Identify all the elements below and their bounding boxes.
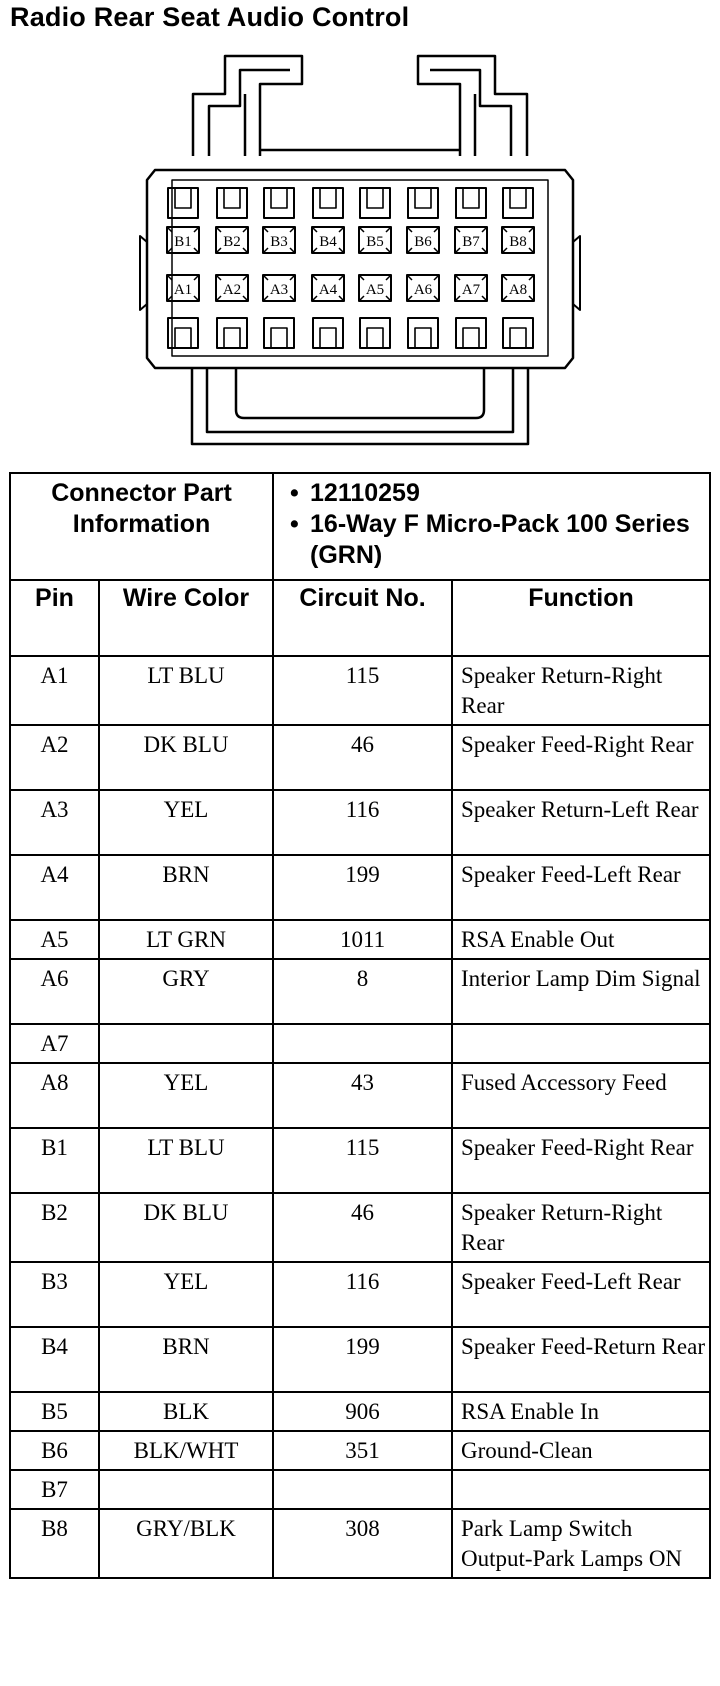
wire-color-cell: YEL bbox=[99, 1063, 273, 1128]
terminal-b bbox=[312, 227, 344, 253]
function-cell bbox=[452, 1470, 710, 1509]
circuit-cell: 116 bbox=[273, 790, 452, 855]
function-cell: RSA Enable In bbox=[452, 1392, 710, 1431]
terminal-label: B5 bbox=[366, 234, 384, 250]
terminal-label: B7 bbox=[462, 234, 480, 250]
terminal-a bbox=[263, 275, 295, 301]
cavity-bottom bbox=[503, 318, 533, 348]
table-row bbox=[10, 1392, 710, 1431]
wire-color-cell: LT BLU bbox=[99, 656, 273, 725]
pin-cell: B5 bbox=[10, 1392, 99, 1431]
terminal-label: A5 bbox=[365, 282, 385, 298]
circuit-cell bbox=[273, 1024, 452, 1063]
terminal-label: B8 bbox=[509, 234, 527, 250]
terminal-label: A4 bbox=[318, 282, 338, 298]
table-row bbox=[10, 656, 710, 725]
wire-color-cell: BRN bbox=[99, 855, 273, 920]
terminal-b bbox=[502, 227, 534, 253]
terminal-a bbox=[407, 275, 439, 301]
function-cell: Speaker Feed-Left Rear bbox=[452, 1262, 710, 1327]
circuit-cell: 351 bbox=[273, 1431, 452, 1470]
pin-cell: B7 bbox=[10, 1470, 99, 1509]
wire-color-cell: YEL bbox=[99, 790, 273, 855]
circuit-cell: 1011 bbox=[273, 920, 452, 959]
connector-latch-right bbox=[418, 56, 527, 156]
circuit-cell: 308 bbox=[273, 1509, 452, 1578]
pin-cell: B1 bbox=[10, 1128, 99, 1193]
connector-face-diagram bbox=[0, 0, 720, 460]
terminal-label: A1 bbox=[173, 282, 193, 298]
terminal-b bbox=[455, 227, 487, 253]
function-cell: Ground-Clean bbox=[452, 1431, 710, 1470]
table-row bbox=[10, 1431, 710, 1470]
circuit-cell: 906 bbox=[273, 1392, 452, 1431]
function-cell: Speaker Return-Left Rear bbox=[452, 790, 710, 855]
wire-color-cell: GRY bbox=[99, 959, 273, 1024]
wire-color-cell: DK BLU bbox=[99, 1193, 273, 1262]
table-row bbox=[10, 1262, 710, 1327]
function-cell: Park Lamp Switch Output-Park Lamps ON bbox=[452, 1509, 710, 1578]
function-cell: Interior Lamp Dim Signal bbox=[452, 959, 710, 1024]
connector-type: 16-Way F Micro-Pack 100 Series (GRN) bbox=[310, 510, 690, 569]
pin-cell: B8 bbox=[10, 1509, 99, 1578]
cavity-bottom bbox=[456, 318, 486, 348]
terminal-label: A2 bbox=[222, 282, 242, 298]
function-cell: Speaker Return-Right Rear bbox=[452, 656, 710, 725]
table-row bbox=[10, 1509, 710, 1578]
table-row bbox=[10, 1327, 710, 1392]
table-row bbox=[10, 1470, 710, 1509]
cavity-bottom bbox=[313, 318, 343, 348]
wire-color-cell: YEL bbox=[99, 1262, 273, 1327]
pin-cell: A8 bbox=[10, 1063, 99, 1128]
function-cell: Speaker Feed-Left Rear bbox=[452, 855, 710, 920]
circuit-cell: 46 bbox=[273, 725, 452, 790]
cavity-top bbox=[360, 188, 390, 218]
connector-info-item: • 16-Way F Micro-Pack 100 Series (GRN) bbox=[290, 510, 690, 569]
cavity-top bbox=[456, 188, 486, 218]
pin-cell: A5 bbox=[10, 920, 99, 959]
terminal-label: B2 bbox=[223, 234, 241, 250]
pin-cell: B4 bbox=[10, 1327, 99, 1392]
terminal-b bbox=[359, 227, 391, 253]
circuit-cell: 115 bbox=[273, 656, 452, 725]
terminal-a bbox=[455, 275, 487, 301]
terminal-label: B1 bbox=[174, 234, 192, 250]
pin-cell: A1 bbox=[10, 656, 99, 725]
terminal-label: A6 bbox=[413, 282, 433, 298]
connector-latch-left bbox=[193, 56, 302, 156]
circuit-cell: 116 bbox=[273, 1262, 452, 1327]
table-row bbox=[10, 725, 710, 790]
pin-cell: A3 bbox=[10, 790, 99, 855]
terminal-a bbox=[216, 275, 248, 301]
table-row bbox=[10, 1193, 710, 1262]
cavity-bottom bbox=[408, 318, 438, 348]
table-row bbox=[10, 920, 710, 959]
table-row bbox=[10, 790, 710, 855]
cavity-top bbox=[408, 188, 438, 218]
pin-cell: A6 bbox=[10, 959, 99, 1024]
connector-info-item: • 12110259 bbox=[290, 479, 420, 507]
terminal-b bbox=[407, 227, 439, 253]
pin-cell: B3 bbox=[10, 1262, 99, 1327]
wire-color-cell: DK BLU bbox=[99, 725, 273, 790]
pin-cell: A4 bbox=[10, 855, 99, 920]
terminal-a bbox=[359, 275, 391, 301]
pin-cell: B2 bbox=[10, 1193, 99, 1262]
circuit-cell: 199 bbox=[273, 855, 452, 920]
terminal-label: B3 bbox=[270, 234, 288, 250]
connector-info-row bbox=[10, 473, 710, 580]
table-row bbox=[10, 1128, 710, 1193]
function-cell bbox=[452, 1024, 710, 1063]
terminal-label: A7 bbox=[461, 282, 481, 298]
function-cell: RSA Enable Out bbox=[452, 920, 710, 959]
circuit-cell bbox=[273, 1470, 452, 1509]
connector-terminals bbox=[167, 188, 534, 348]
wire-color-cell: GRY/BLK bbox=[99, 1509, 273, 1578]
wire-color-cell: LT BLU bbox=[99, 1128, 273, 1193]
wire-color-cell bbox=[99, 1024, 273, 1063]
cavity-bottom bbox=[264, 318, 294, 348]
circuit-no-column-header: Circuit No. bbox=[299, 584, 426, 612]
circuit-cell: 46 bbox=[273, 1193, 452, 1262]
connector-bottom-key bbox=[192, 368, 528, 444]
terminal-label: B4 bbox=[319, 234, 337, 250]
terminal-b bbox=[216, 227, 248, 253]
pin-cell: A2 bbox=[10, 725, 99, 790]
table-row bbox=[10, 855, 710, 920]
table-row bbox=[10, 1063, 710, 1128]
connector-pinout-table bbox=[9, 472, 711, 1579]
terminal-label: A3 bbox=[269, 282, 289, 298]
connector-part-number: 12110259 bbox=[310, 479, 420, 507]
cavity-bottom bbox=[217, 318, 247, 348]
circuit-cell: 8 bbox=[273, 959, 452, 1024]
terminal-label: A8 bbox=[508, 282, 528, 298]
function-column-header: Function bbox=[528, 584, 634, 612]
terminal-a bbox=[312, 275, 344, 301]
terminal-b bbox=[263, 227, 295, 253]
wire-color-cell bbox=[99, 1470, 273, 1509]
circuit-cell: 115 bbox=[273, 1128, 452, 1193]
table-row bbox=[10, 959, 710, 1024]
terminal-a bbox=[502, 275, 534, 301]
function-cell: Speaker Return-Right Rear bbox=[452, 1193, 710, 1262]
pin-cell: B6 bbox=[10, 1431, 99, 1470]
cavity-top bbox=[313, 188, 343, 218]
cavity-top bbox=[264, 188, 294, 218]
wire-color-column-header: Wire Color bbox=[122, 584, 250, 612]
function-cell: Speaker Feed-Return Rear bbox=[452, 1327, 710, 1392]
circuit-cell: 43 bbox=[273, 1063, 452, 1128]
function-cell: Speaker Feed-Right Rear bbox=[452, 725, 710, 790]
function-cell: Fused Accessory Feed bbox=[452, 1063, 710, 1128]
wire-color-cell: BLK bbox=[99, 1392, 273, 1431]
wire-color-cell: BLK/WHT bbox=[99, 1431, 273, 1470]
function-cell: Speaker Feed-Right Rear bbox=[452, 1128, 710, 1193]
page-title: Radio Rear Seat Audio Control bbox=[10, 2, 410, 32]
terminal-label: B6 bbox=[414, 234, 432, 250]
circuit-cell: 199 bbox=[273, 1327, 452, 1392]
wire-color-cell: BRN bbox=[99, 1327, 273, 1392]
connector-info-label: Connector Part Information bbox=[51, 479, 232, 538]
cavity-top bbox=[503, 188, 533, 218]
cavity-bottom bbox=[360, 318, 390, 348]
wire-color-cell: LT GRN bbox=[99, 920, 273, 959]
column-header-row bbox=[10, 580, 710, 656]
pin-column-header: Pin bbox=[35, 584, 74, 612]
cavity-top bbox=[217, 188, 247, 218]
table-row bbox=[10, 1024, 710, 1063]
pin-cell: A7 bbox=[10, 1024, 99, 1063]
